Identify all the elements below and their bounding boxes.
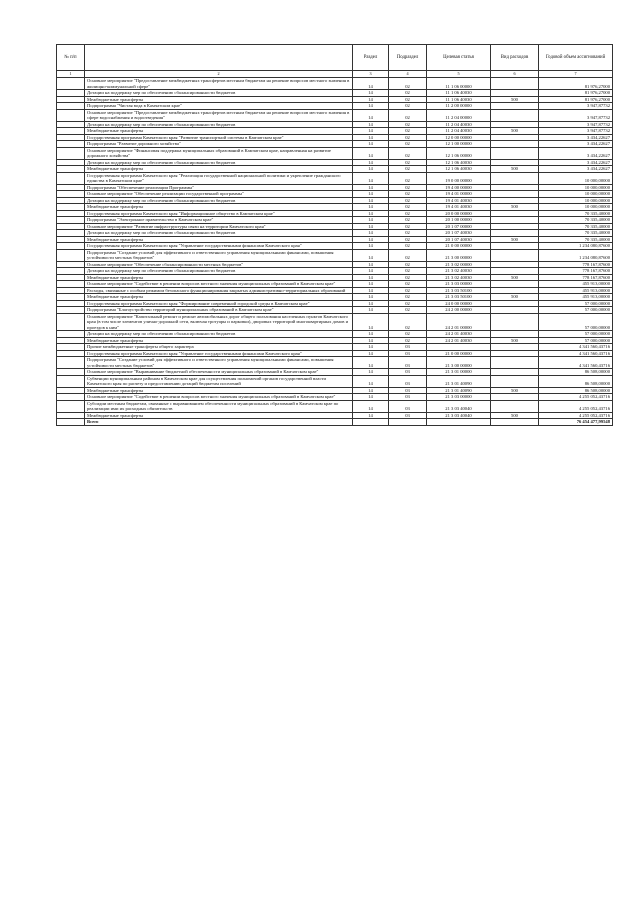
row-target-cell: 24 2 01 40030 xyxy=(427,337,491,344)
row-vid-cell xyxy=(491,400,539,412)
row-podrazdel-cell: 02 xyxy=(389,121,427,128)
table-row xyxy=(57,147,613,159)
row-name-cell: Подпрограмма "Создание условий для эффективного и ответственного управления муниципальными финансами, повышения устойчивости местных бюджетов" xyxy=(85,249,353,261)
row-name-cell: Межбюджетные трансферты xyxy=(85,274,353,281)
row-target-cell: 11 2 00 00000 xyxy=(427,103,491,110)
row-target-cell: 21 3 03 50100 xyxy=(427,294,491,301)
row-vid-cell: 500 xyxy=(491,128,539,135)
index-cell: 4 xyxy=(389,71,427,78)
row-target-cell: 21 0 00 00000 xyxy=(427,350,491,357)
total-label: Всего xyxy=(85,419,353,426)
index-cell: 2 xyxy=(85,71,353,78)
row-name-cell: Межбюджетные трансферты xyxy=(85,166,353,173)
index-cell: 5 xyxy=(427,71,491,78)
row-podrazdel-cell: 02 xyxy=(389,172,427,184)
row-podrazdel-cell: 02 xyxy=(389,274,427,281)
row-target-cell: 21 3 03 00000 xyxy=(427,281,491,288)
row-podrazdel-cell: 03 xyxy=(389,369,427,376)
row-amount-cell: 4 341 560,43716 xyxy=(539,344,613,351)
row-amount-cell: 70 335,40000 xyxy=(539,223,613,230)
row-name-cell: Дотации на поддержку мер по обеспечению сбалансированности бюджетов xyxy=(85,197,353,204)
row-podrazdel-cell: 02 xyxy=(389,159,427,166)
row-amount-cell: 1 234 080,87600 xyxy=(539,243,613,250)
row-name-cell: Государственная программа Камчатского края "Формирование современной городской среды в Камчатском крае" xyxy=(85,300,353,307)
row-amount-cell: 1 234 080,87600 xyxy=(539,249,613,261)
row-razdel-cell: 14 xyxy=(353,109,389,121)
table-row xyxy=(57,313,613,331)
row-razdel-cell: 14 xyxy=(353,249,389,261)
row-target-cell: 24 2 00 00000 xyxy=(427,307,491,314)
row-amount-cell: 4 255 052,43716 xyxy=(539,400,613,412)
row-amount-cell: 81 976,27000 xyxy=(539,96,613,103)
row-amount-cell: 3 434,22627 xyxy=(539,159,613,166)
header-num: № п/п xyxy=(57,45,85,71)
row-amount-cell: 3 947,87732 xyxy=(539,103,613,110)
row-name-cell: Государственная программа Камчатского края "Информационное общество в Камчатском крае" xyxy=(85,210,353,217)
row-podrazdel-cell: 02 xyxy=(389,313,427,331)
row-name-cell: Межбюджетные трансферты xyxy=(85,337,353,344)
row-amount-cell: 57 000,00000 xyxy=(539,300,613,307)
table-row xyxy=(57,249,613,261)
row-podrazdel-cell: 02 xyxy=(389,331,427,338)
row-podrazdel-cell: 02 xyxy=(389,230,427,237)
row-amount-cell: 3 947,87732 xyxy=(539,128,613,135)
row-name-cell: Дотации на поддержку мер по обеспечению сбалансированности бюджетов xyxy=(85,90,353,97)
row-amount-cell: 10 000,00000 xyxy=(539,204,613,211)
row-razdel-cell: 14 xyxy=(353,90,389,97)
row-amount-cell: 57 000,00000 xyxy=(539,313,613,331)
row-razdel-cell: 14 xyxy=(353,217,389,224)
row-name-cell: Субвенции муниципальным районам в Камчатском крае для осуществления полномочий органов государственной власти Камчатского края по расчету и предоставлению дотаций бюджетам поселений xyxy=(85,375,353,387)
row-podrazdel-cell: 02 xyxy=(389,109,427,121)
row-amount-cell: 455 913,00000 xyxy=(539,294,613,301)
row-target-cell: 21 3 01 00000 xyxy=(427,369,491,376)
row-amount-cell: 3 947,87732 xyxy=(539,109,613,121)
row-amount-cell: 3 434,22627 xyxy=(539,141,613,148)
row-name-cell: Основное мероприятие "Выравнивание бюджетной обеспеченности муниципальных образований в Камчатском крае" xyxy=(85,369,353,376)
row-vid-cell: 500 xyxy=(491,96,539,103)
row-razdel-cell: 14 xyxy=(353,412,389,419)
total-empty-cell xyxy=(491,419,539,426)
row-podrazdel-cell: 02 xyxy=(389,217,427,224)
row-razdel-cell: 14 xyxy=(353,268,389,275)
total-empty-cell xyxy=(389,419,427,426)
row-name-cell: Основное мероприятие "Обеспечение сбалансированности местных бюджетов" xyxy=(85,261,353,268)
row-podrazdel-cell: 02 xyxy=(389,197,427,204)
row-vid-cell xyxy=(491,109,539,121)
row-amount-cell: 778 167,87600 xyxy=(539,261,613,268)
row-podrazdel-cell: 02 xyxy=(389,287,427,294)
row-name-cell: Основное мероприятие "Финансовая поддержка муниципальных образований в Камчатском крае, направленная на развитие дорожного хозяйства" xyxy=(85,147,353,159)
row-podrazdel-cell: 02 xyxy=(389,236,427,243)
row-target-cell: 19 4 00 00000 xyxy=(427,184,491,191)
row-vid-cell xyxy=(491,375,539,387)
row-name-cell: Межбюджетные трансферты xyxy=(85,128,353,135)
row-vid-cell xyxy=(491,313,539,331)
row-target-cell: 11 2 04 40030 xyxy=(427,121,491,128)
row-name-cell: Дотации на поддержку мер по обеспечению сбалансированности бюджетов xyxy=(85,121,353,128)
row-razdel-cell: 14 xyxy=(353,78,389,90)
row-vid-cell: 500 xyxy=(491,412,539,419)
row-amount-cell: 3 947,87732 xyxy=(539,121,613,128)
row-amount-cell: 3 434,22627 xyxy=(539,134,613,141)
table-row xyxy=(57,78,613,90)
row-razdel-cell: 14 xyxy=(353,204,389,211)
row-razdel-cell: 14 xyxy=(353,287,389,294)
row-razdel-cell: 14 xyxy=(353,281,389,288)
row-target-cell: 24 2 01 00000 xyxy=(427,313,491,331)
row-podrazdel-cell: 03 xyxy=(389,350,427,357)
row-amount-cell: 10 000,00000 xyxy=(539,172,613,184)
row-target-cell: 20 1 07 40030 xyxy=(427,236,491,243)
row-amount-cell: 57 000,00000 xyxy=(539,307,613,314)
row-podrazdel-cell: 02 xyxy=(389,249,427,261)
row-name-cell: Прочие межбюджетные трансферты общего характера xyxy=(85,344,353,351)
row-name-cell: Подпрограмма "Чистая вода в Камчатском крае" xyxy=(85,103,353,110)
row-razdel-cell: 14 xyxy=(353,223,389,230)
row-razdel-cell: 14 xyxy=(353,184,389,191)
row-num-cell xyxy=(57,172,85,184)
row-name-cell: Дотации на поддержку мер по обеспечению сбалансированности бюджетов xyxy=(85,268,353,275)
row-target-cell: 21 0 00 00000 xyxy=(427,243,491,250)
row-razdel-cell: 14 xyxy=(353,121,389,128)
row-vid-cell xyxy=(491,172,539,184)
total-empty-cell xyxy=(353,419,389,426)
row-target-cell: 12 1 06 40030 xyxy=(427,159,491,166)
row-podrazdel-cell: 02 xyxy=(389,294,427,301)
row-podrazdel-cell: 03 xyxy=(389,344,427,351)
row-num-cell xyxy=(57,313,85,331)
row-razdel-cell: 14 xyxy=(353,294,389,301)
row-target-cell: 20 1 07 40030 xyxy=(427,230,491,237)
row-target-cell: 24 2 01 40030 xyxy=(427,331,491,338)
row-podrazdel-cell: 02 xyxy=(389,210,427,217)
row-amount-cell: 70 335,40000 xyxy=(539,236,613,243)
row-target-cell: 21 3 00 00000 xyxy=(427,249,491,261)
row-name-cell: Субсидии местным бюджетам, связанные с выравниванием обеспеченности муниципальных образований в Камчатском крае по реализации ими их расходных обязательств xyxy=(85,400,353,412)
row-name-cell: Межбюджетные трансферты xyxy=(85,96,353,103)
row-amount-cell: 778 167,87600 xyxy=(539,268,613,275)
row-num-cell xyxy=(57,109,85,121)
index-cell: 1 xyxy=(57,71,85,78)
row-podrazdel-cell: 03 xyxy=(389,412,427,419)
row-name-cell: Межбюджетные трансферты xyxy=(85,236,353,243)
row-name-cell: Межбюджетные трансферты xyxy=(85,412,353,419)
row-target-cell: 20 1 07 00000 xyxy=(427,223,491,230)
row-razdel-cell: 14 xyxy=(353,387,389,394)
row-vid-cell: 500 xyxy=(491,274,539,281)
row-amount-cell: 4 341 560,43716 xyxy=(539,357,613,369)
row-num-cell xyxy=(57,400,85,412)
row-podrazdel-cell: 03 xyxy=(389,400,427,412)
index-cell: 7 xyxy=(539,71,613,78)
row-amount-cell: 57 000,00000 xyxy=(539,337,613,344)
row-razdel-cell: 14 xyxy=(353,307,389,314)
row-razdel-cell: 14 xyxy=(353,394,389,401)
row-target-cell: 21 3 03 50100 xyxy=(427,287,491,294)
row-name-cell: Расходы, связанные с особым режимом безопасного функционирования закрытых административно-территориальных образований xyxy=(85,287,353,294)
row-name-cell: Основное мероприятие "Содействие в решении вопросов местного значения муниципальных образований в Камчатском крае" xyxy=(85,394,353,401)
row-target-cell: 19 0 00 00000 xyxy=(427,172,491,184)
row-num-cell xyxy=(57,147,85,159)
row-amount-cell: 10 000,00000 xyxy=(539,184,613,191)
row-name-cell: Основное мероприятие "Предоставление межбюджетных трансфертов местным бюджетам на решение вопросов местного значения в жилищно-коммунальной сфере" xyxy=(85,78,353,90)
row-amount-cell: 4 255 052,43716 xyxy=(539,394,613,401)
row-name-cell: Подпрограмма "Создание условий для эффективного и ответственного управления муниципальными финансами, повышения устойчивости местных бюджетов" xyxy=(85,357,353,369)
row-amount-cell: 81 976,27000 xyxy=(539,78,613,90)
row-target-cell: 20 0 00 00000 xyxy=(427,210,491,217)
row-podrazdel-cell: 02 xyxy=(389,204,427,211)
row-amount-cell: 10 000,00000 xyxy=(539,191,613,198)
row-target-cell: 24 0 00 00000 xyxy=(427,300,491,307)
row-podrazdel-cell: 03 xyxy=(389,375,427,387)
table-row xyxy=(57,172,613,184)
row-podrazdel-cell: 02 xyxy=(389,147,427,159)
total-empty-cell xyxy=(427,419,491,426)
row-vid-cell: 500 xyxy=(491,337,539,344)
row-target-cell: 12 1 00 00000 xyxy=(427,141,491,148)
row-razdel-cell: 14 xyxy=(353,159,389,166)
row-num-cell xyxy=(57,249,85,261)
row-vid-cell: 500 xyxy=(491,387,539,394)
row-target-cell: 11 1 06 40030 xyxy=(427,90,491,97)
row-razdel-cell: 14 xyxy=(353,166,389,173)
row-target-cell: 21 3 03 00000 xyxy=(427,394,491,401)
row-name-cell: Подпрограмма "Развитие дорожного хозяйства" xyxy=(85,141,353,148)
row-amount-cell: 57 000,00000 xyxy=(539,331,613,338)
budget-table xyxy=(56,44,613,426)
row-target-cell: 12 1 06 00000 xyxy=(427,147,491,159)
row-target-cell: 21 3 02 40030 xyxy=(427,268,491,275)
row-vid-cell xyxy=(491,249,539,261)
row-razdel-cell: 14 xyxy=(353,369,389,376)
row-amount-cell: 10 000,00000 xyxy=(539,197,613,204)
row-razdel-cell: 14 xyxy=(353,236,389,243)
row-target-cell: 11 1 06 00000 xyxy=(427,78,491,90)
row-razdel-cell: 14 xyxy=(353,344,389,351)
row-razdel-cell: 14 xyxy=(353,331,389,338)
row-name-cell: Основное мероприятие "Предоставление межбюджетных трансфертов местным бюджетам на решение вопросов местного значения в сфере водоснабжения и водоотведения" xyxy=(85,109,353,121)
row-name-cell: Государственная программа Камчатского края "Развитие транспортной системы в Камчатском крае" xyxy=(85,134,353,141)
row-razdel-cell: 14 xyxy=(353,128,389,135)
row-podrazdel-cell: 02 xyxy=(389,90,427,97)
row-podrazdel-cell: 02 xyxy=(389,103,427,110)
row-podrazdel-cell: 02 xyxy=(389,268,427,275)
row-razdel-cell: 14 xyxy=(353,141,389,148)
table-row xyxy=(57,375,613,387)
row-podrazdel-cell: 02 xyxy=(389,300,427,307)
row-amount-cell: 86 508,00000 xyxy=(539,369,613,376)
row-podrazdel-cell: 03 xyxy=(389,357,427,369)
row-podrazdel-cell: 02 xyxy=(389,243,427,250)
row-razdel-cell: 14 xyxy=(353,134,389,141)
document-page xyxy=(56,44,612,426)
row-razdel-cell: 14 xyxy=(353,313,389,331)
row-num-cell xyxy=(57,375,85,387)
row-vid-cell xyxy=(491,357,539,369)
row-podrazdel-cell: 02 xyxy=(389,184,427,191)
row-target-cell: 19 4 01 00000 xyxy=(427,191,491,198)
row-target-cell: 20 1 00 00000 xyxy=(427,217,491,224)
table-row xyxy=(57,400,613,412)
index-cell: 3 xyxy=(353,71,389,78)
row-razdel-cell: 14 xyxy=(353,96,389,103)
total-row xyxy=(57,419,613,426)
row-razdel-cell: 14 xyxy=(353,103,389,110)
row-podrazdel-cell: 02 xyxy=(389,78,427,90)
row-amount-cell: 70 335,40000 xyxy=(539,210,613,217)
row-razdel-cell: 14 xyxy=(353,337,389,344)
row-amount-cell: 455 913,00000 xyxy=(539,287,613,294)
row-target-cell: 21 3 01 40090 xyxy=(427,387,491,394)
row-vid-cell xyxy=(491,147,539,159)
row-amount-cell: 4 341 560,43716 xyxy=(539,350,613,357)
row-amount-cell: 778 167,87600 xyxy=(539,274,613,281)
row-razdel-cell: 14 xyxy=(353,274,389,281)
row-podrazdel-cell: 02 xyxy=(389,281,427,288)
total-num-cell xyxy=(57,419,85,426)
row-name-cell: Подпрограмма "Обеспечение реализации Программы" xyxy=(85,184,353,191)
row-target-cell: 11 2 04 00000 xyxy=(427,109,491,121)
row-target-cell: 21 3 01 40090 xyxy=(427,375,491,387)
row-podrazdel-cell: 02 xyxy=(389,141,427,148)
row-target-cell: 11 2 04 40030 xyxy=(427,128,491,135)
row-amount-cell: 455 913,00000 xyxy=(539,281,613,288)
row-razdel-cell: 14 xyxy=(353,375,389,387)
row-target-cell: 21 3 03 40040 xyxy=(427,412,491,419)
row-name-cell: Государственная программа Камчатского края "Управление государственными финансами Камчатского края" xyxy=(85,243,353,250)
row-target-cell: 21 3 03 40040 xyxy=(427,400,491,412)
header-row xyxy=(57,45,613,71)
row-num-cell xyxy=(57,357,85,369)
row-razdel-cell: 14 xyxy=(353,300,389,307)
row-razdel-cell: 14 xyxy=(353,210,389,217)
row-name-cell: Межбюджетные трансферты xyxy=(85,294,353,301)
table-row xyxy=(57,357,613,369)
row-razdel-cell: 14 xyxy=(353,147,389,159)
row-podrazdel-cell: 02 xyxy=(389,134,427,141)
row-podrazdel-cell: 03 xyxy=(389,394,427,401)
row-vid-cell: 500 xyxy=(491,166,539,173)
row-podrazdel-cell: 03 xyxy=(389,387,427,394)
row-target-cell: 12 1 06 40030 xyxy=(427,166,491,173)
index-cell: 6 xyxy=(491,71,539,78)
row-podrazdel-cell: 02 xyxy=(389,96,427,103)
row-name-cell: Подпрограмма "Благоустройство территорий муниципальных образований в Камчатском крае" xyxy=(85,307,353,314)
row-podrazdel-cell: 02 xyxy=(389,307,427,314)
row-amount-cell: 3 434,22627 xyxy=(539,166,613,173)
row-razdel-cell: 14 xyxy=(353,191,389,198)
row-name-cell: Основное мероприятие "Капитальный ремонт и ремонт автомобильных дорог общего пользования населенных пунктов Камчатского края (в том числе элементов улично-дорожной сети, включая тротуары и парковки), дворовых территорий многоквартирных домов и проездов к ним" xyxy=(85,313,353,331)
row-amount-cell: 4 255 052,43716 xyxy=(539,412,613,419)
row-amount-cell: 3 434,22627 xyxy=(539,147,613,159)
row-target-cell: 19 4 01 40030 xyxy=(427,204,491,211)
row-num-cell xyxy=(57,78,85,90)
row-vid-cell: 500 xyxy=(491,204,539,211)
row-razdel-cell: 14 xyxy=(353,172,389,184)
index-row xyxy=(57,71,613,78)
row-name-cell: Межбюджетные трансферты xyxy=(85,387,353,394)
row-target-cell: 11 1 06 40030 xyxy=(427,96,491,103)
row-razdel-cell: 14 xyxy=(353,357,389,369)
row-name-cell: Межбюджетные трансферты xyxy=(85,204,353,211)
row-target-cell: 19 4 01 40030 xyxy=(427,197,491,204)
row-name-cell: Основное мероприятие "Содействие в решении вопросов местного значения муниципальных образований в Камчатском крае" xyxy=(85,281,353,288)
row-target-cell: 21 3 02 00000 xyxy=(427,261,491,268)
row-amount-cell: 70 335,40000 xyxy=(539,217,613,224)
row-podrazdel-cell: 02 xyxy=(389,166,427,173)
row-name-cell: Подпрограмма "Электронное правительство в Камчатском крае" xyxy=(85,217,353,224)
row-amount-cell: 86 508,00000 xyxy=(539,387,613,394)
row-razdel-cell: 14 xyxy=(353,197,389,204)
row-vid-cell: 500 xyxy=(491,236,539,243)
header-name xyxy=(85,45,353,71)
row-name-cell: Дотации на поддержку мер по обеспечению сбалансированности бюджетов xyxy=(85,230,353,237)
row-podrazdel-cell: 02 xyxy=(389,128,427,135)
row-podrazdel-cell: 02 xyxy=(389,337,427,344)
row-razdel-cell: 14 xyxy=(353,230,389,237)
row-target-cell: 12 0 00 00000 xyxy=(427,134,491,141)
row-podrazdel-cell: 02 xyxy=(389,191,427,198)
row-name-cell: Дотации на поддержку мер по обеспечению сбалансированности бюджетов xyxy=(85,159,353,166)
row-razdel-cell: 14 xyxy=(353,261,389,268)
row-target-cell: 21 3 02 40030 xyxy=(427,274,491,281)
row-amount-cell: 81 976,27000 xyxy=(539,90,613,97)
row-vid-cell xyxy=(491,78,539,90)
row-name-cell: Государственная программа Камчатского края "Управление государственными финансами Камчатского края" xyxy=(85,350,353,357)
row-target-cell: 21 3 00 00000 xyxy=(427,357,491,369)
row-name-cell: Государственная программа Камчатского края "Реализация государственной национальной политики и укрепление гражданского единства в Камчатском крае" xyxy=(85,172,353,184)
table-row xyxy=(57,109,613,121)
total-amount: 76 454 477,99548 xyxy=(539,419,613,426)
header-vid: Вид расходов xyxy=(491,45,539,71)
row-podrazdel-cell: 02 xyxy=(389,223,427,230)
row-razdel-cell: 14 xyxy=(353,350,389,357)
row-razdel-cell: 14 xyxy=(353,243,389,250)
row-amount-cell: 86 508,00000 xyxy=(539,375,613,387)
header-target: Целевая статья xyxy=(427,45,491,71)
row-name-cell: Основное мероприятие "Развитие инфраструктуры связи на территории Камчатского края" xyxy=(85,223,353,230)
header-podrazdel: Подраздел xyxy=(389,45,427,71)
row-amount-cell: 70 335,40000 xyxy=(539,230,613,237)
header-razdel: Раздел xyxy=(353,45,389,71)
row-razdel-cell: 14 xyxy=(353,400,389,412)
header-amount: Годовой объем ассигнований xyxy=(539,45,613,71)
row-name-cell: Дотации на поддержку мер по обеспечению сбалансированности бюджетов xyxy=(85,331,353,338)
row-podrazdel-cell: 02 xyxy=(389,261,427,268)
row-vid-cell: 500 xyxy=(491,294,539,301)
row-name-cell: Основное мероприятие "Обеспечение реализации государственной программы" xyxy=(85,191,353,198)
